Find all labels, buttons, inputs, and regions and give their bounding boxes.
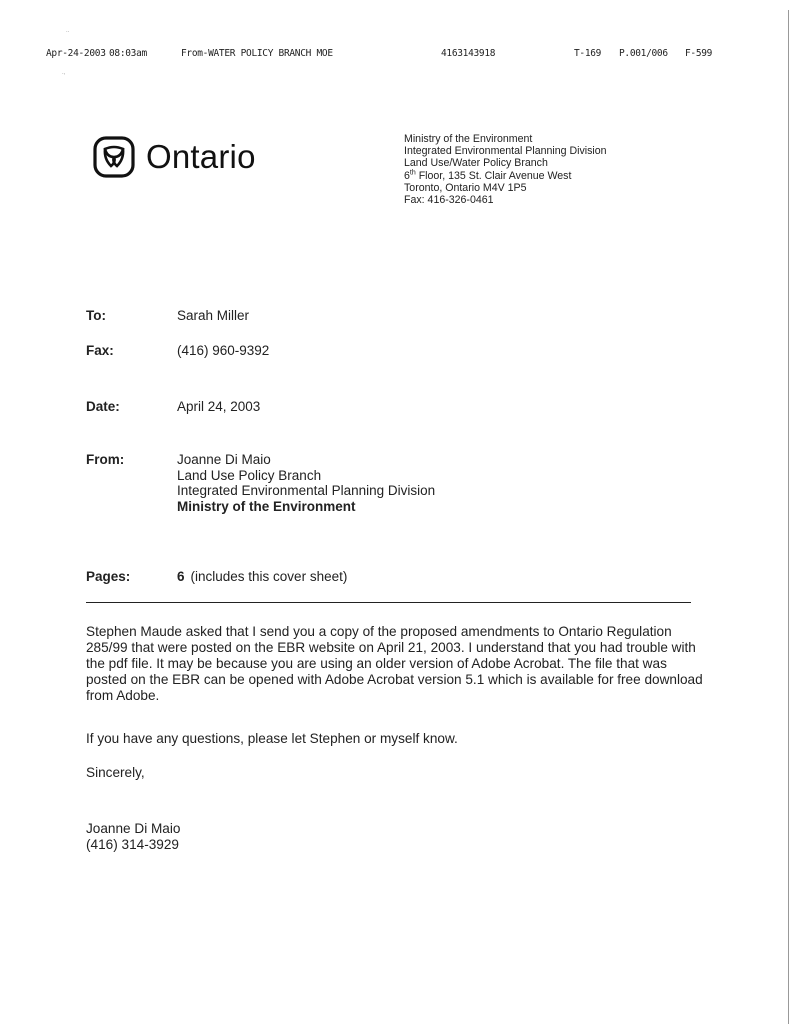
to-value: Sarah Miller — [177, 308, 250, 323]
address-floor-number: 6 — [404, 169, 410, 182]
fax-time: 08:03am — [109, 48, 147, 59]
from-division: Integrated Environmental Planning Division — [177, 483, 436, 498]
fax-page-number: P.001/006 — [619, 48, 668, 59]
scan-speck: ., — [62, 70, 66, 76]
pages-value — [177, 569, 347, 585]
section-divider — [86, 602, 691, 603]
from-ministry: Ministry of the Environment — [177, 498, 356, 514]
fax-form-id: F-599 — [685, 48, 713, 59]
scan-edge-line — [788, 10, 789, 1024]
fax-transmission-id: T-169 — [574, 48, 602, 59]
closing: Sincerely, — [86, 765, 145, 780]
fax-sender-number: 4163143918 — [441, 48, 496, 59]
pages-label: Pages: — [86, 569, 131, 584]
ontario-logo — [92, 135, 256, 179]
address-branch: Land Use/Water Policy Branch — [404, 157, 548, 170]
address-street-rest: Floor, 135 St. Clair Avenue West — [415, 169, 572, 182]
trillium-icon — [92, 135, 136, 179]
pages-note: (includes this cover sheet) — [190, 569, 348, 584]
address-ministry: Ministry of the Environment — [404, 133, 533, 145]
fax-sender: From-WATER POLICY BRANCH MOE — [181, 48, 333, 59]
fax-label: Fax: — [86, 343, 114, 358]
fax-value: (416) 960-9392 — [177, 343, 270, 358]
address-floor-suffix: th — [409, 169, 416, 177]
from-label: From: — [86, 452, 125, 467]
scan-speck: .. — [66, 28, 70, 34]
from-name: Joanne Di Maio — [177, 452, 271, 467]
ministry-address-block — [404, 133, 607, 206]
from-value — [177, 452, 435, 514]
signature-phone: (416) 314-3929 — [86, 837, 179, 852]
address-division: Integrated Environmental Planning Division — [404, 145, 607, 158]
message-paragraph-2: If you have any questions, please let Stephen or myself know. — [86, 731, 458, 746]
date-label: Date: — [86, 399, 120, 414]
date-value: April 24, 2003 — [177, 399, 261, 414]
address-city: Toronto, Ontario M4V 1P5 — [404, 181, 527, 194]
fax-date: Apr-24-2003 — [46, 48, 106, 59]
from-branch: Land Use Policy Branch — [177, 467, 322, 483]
pages-count: 6 — [177, 569, 185, 584]
to-label: To: — [86, 308, 106, 323]
address-fax: Fax: 416-326-0461 — [404, 194, 494, 207]
message-paragraph-1: Stephen Maude asked that I send you a copy of the proposed amendments to Ontario Regulation 285/99 that were posted on the EBR website on April 21, 2003. I understand that you had trouble with the pdf file. It may be because you are using an older version of Adobe Acrobat. The file that was posted on the EBR can be opened with Adobe Acrobat version 5.1 which is available for free download from Adobe. — [86, 624, 703, 703]
ontario-wordmark: Ontario — [146, 138, 256, 175]
address-street — [404, 170, 607, 182]
signature-name: Joanne Di Maio — [86, 821, 181, 836]
